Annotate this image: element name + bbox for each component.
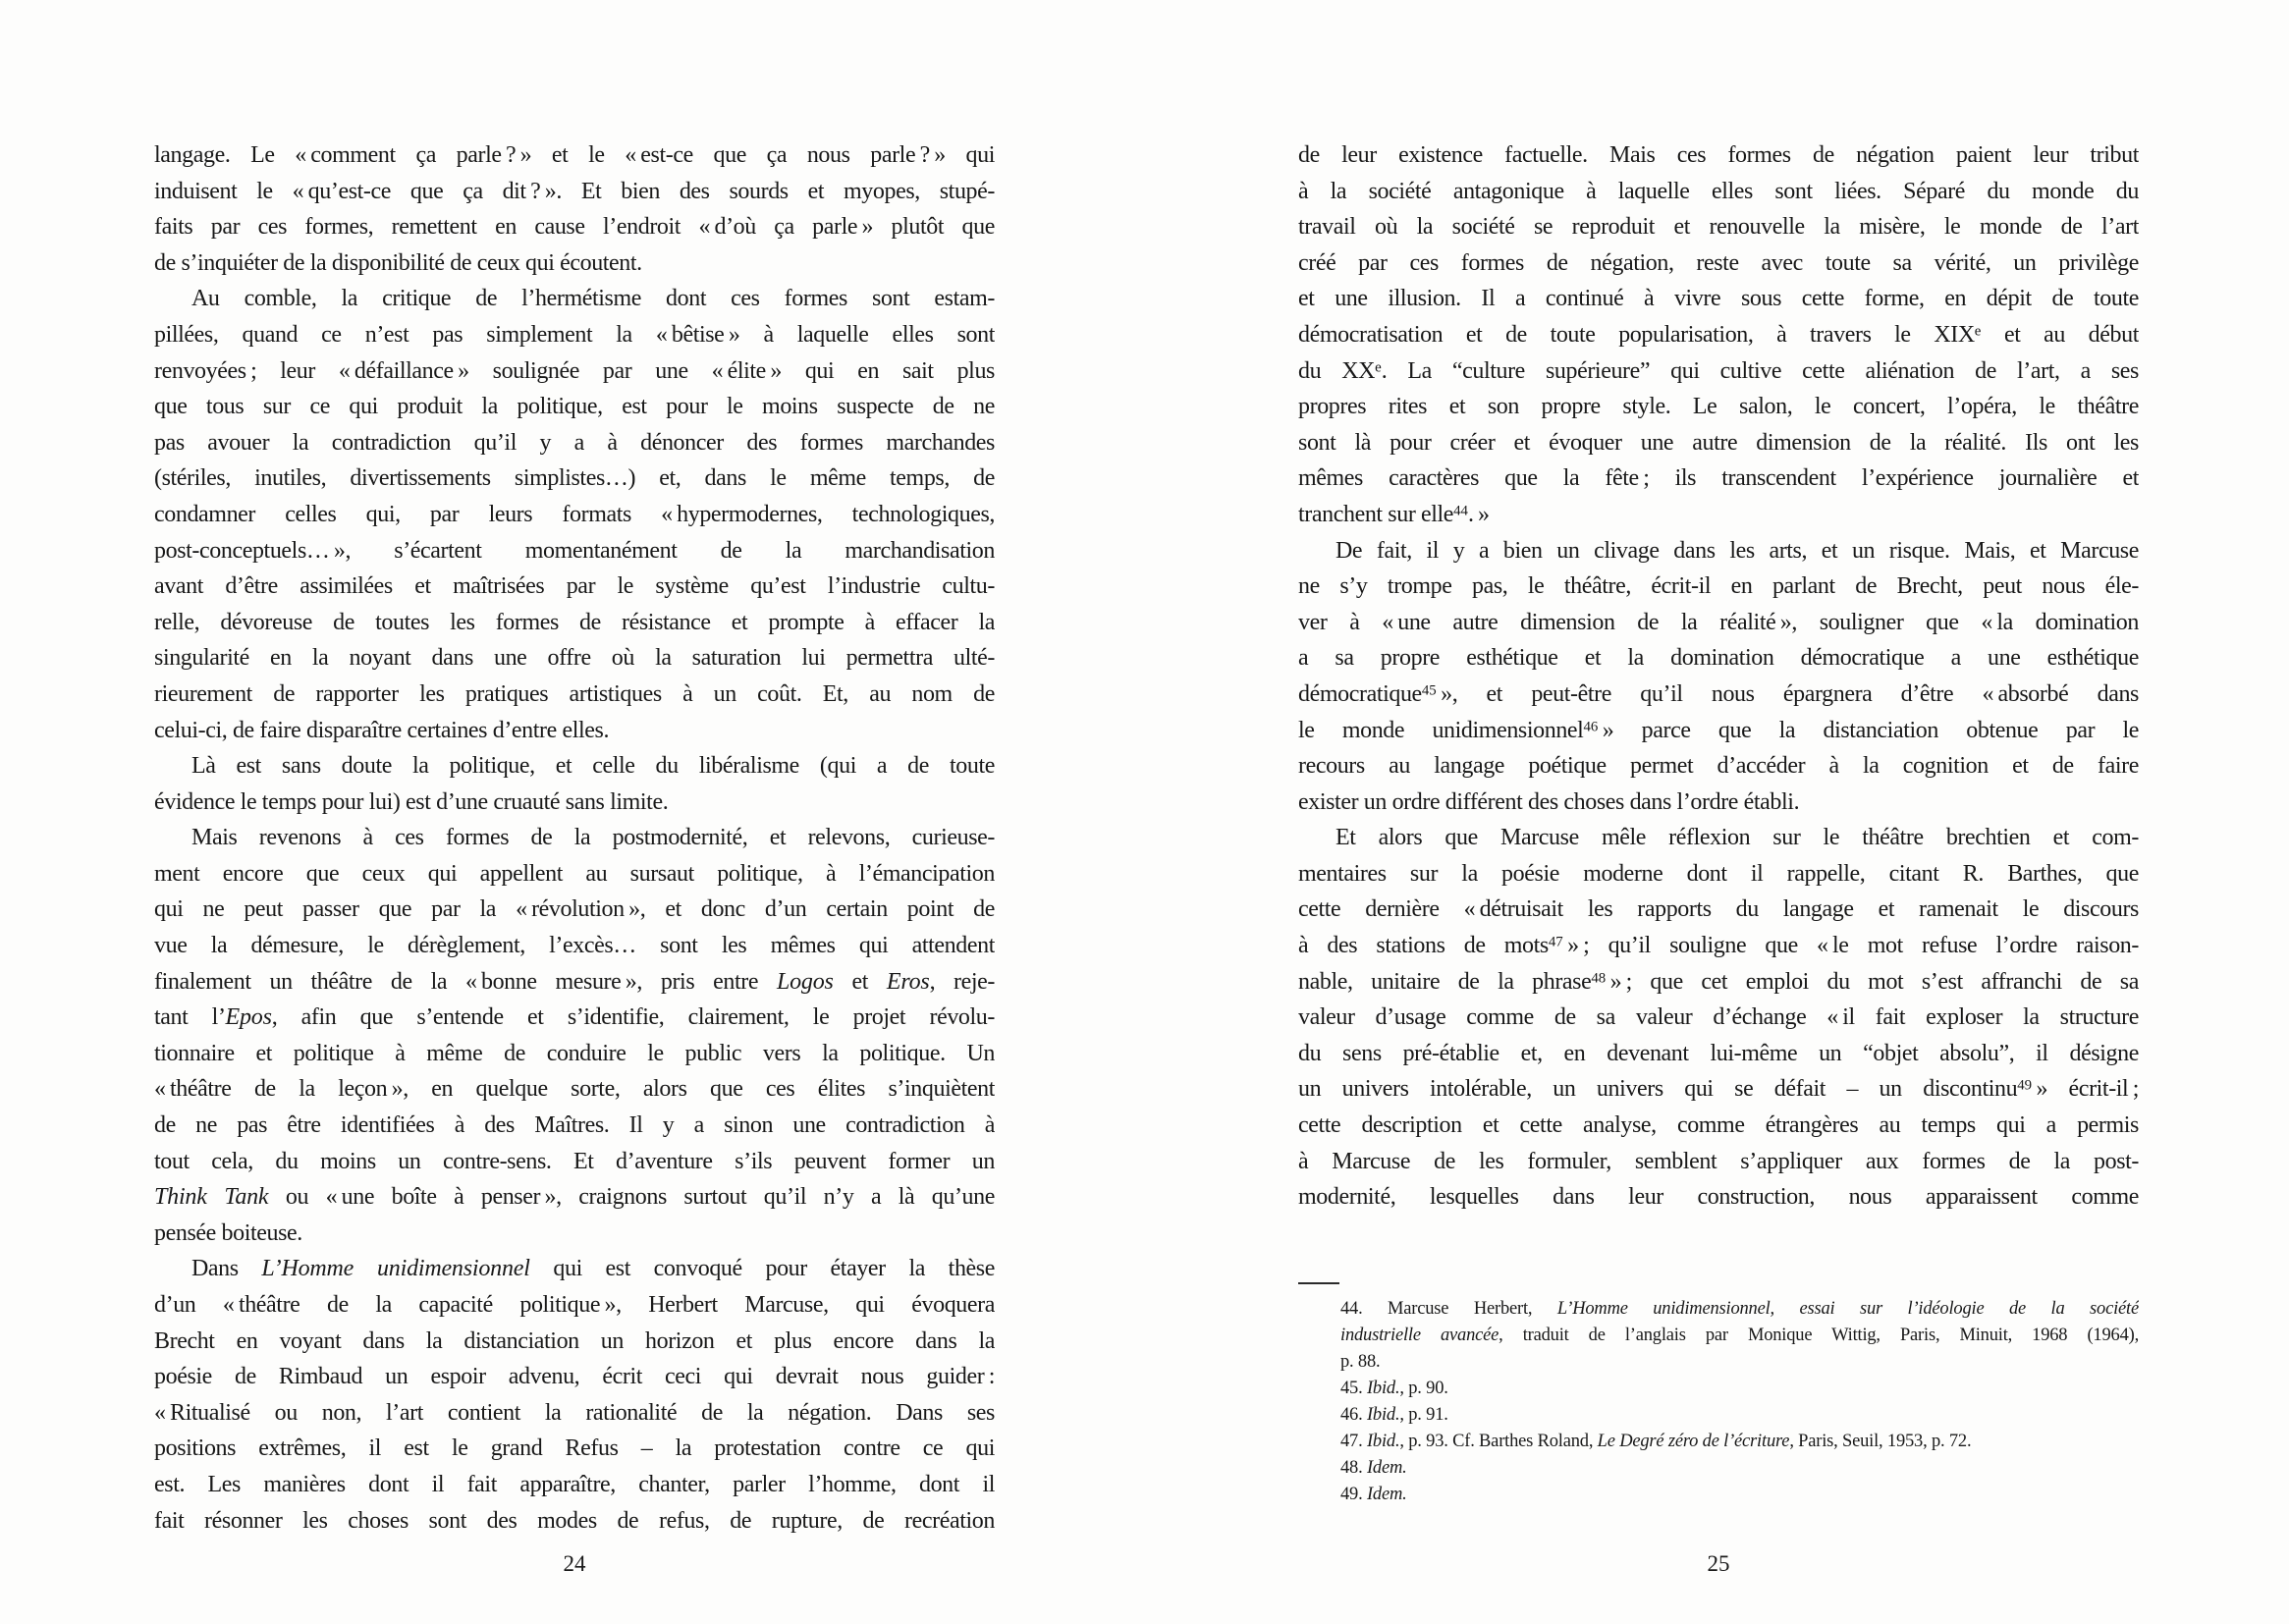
text-line: celui-ci, de faire disparaître certaines d’entre elles. [154, 717, 610, 743]
text-line: « Ritualisé ou non, l’art contient la rationalité de la négation. Dans ses [154, 1399, 995, 1426]
text-line: renvoyées ; leur « défaillance » soulignée par une « élite » qui en sait plus [154, 357, 995, 384]
text-line: finalement un théâtre de la « bonne mesure », pris entre Logos et Eros, reje- [154, 968, 995, 995]
text-line: un univers intolérable, un univers qui se défait – un discontinu$^{49}$ » écrit-il ; [1298, 1076, 2139, 1103]
text-line: pas avouer la contradiction qu’il y a à dénoncer des formes marchandes [154, 429, 995, 456]
text-line: valeur d’usage comme de sa valeur d’échange « il fait exploser la structure [1298, 1004, 2139, 1031]
footnote-line: p. 88. [1340, 1351, 1381, 1372]
text-line: poésie de Rimbaud un espoir advenu, écrit ceci qui devrait nous guider : [154, 1364, 995, 1390]
text-line: langage. Le « comment ça parle ? » et le « est-ce que ça nous parle ? » qui [154, 142, 995, 168]
text-line: Brecht en voyant dans la distanciation un horizon et plus encore dans la [154, 1327, 995, 1354]
text-line: ver à « une autre dimension de la réalité », souligner que « la domination [1298, 609, 2139, 635]
text-line: travail où la société se reproduit et renouvelle la misère, le monde de l’art [1298, 214, 2139, 241]
text-line: faits par ces formes, remettent en cause l’endroit « d’où ça parle » plutôt que [154, 214, 995, 241]
text-line: démocratisation et de toute popularisation, à travers le XIXe et au début [1298, 321, 2139, 348]
text-line: à Marcuse de les formuler, semblent s’appliquer aux formes de la post- [1298, 1148, 2139, 1174]
text-line: De fait, il y a bien un clivage dans les arts, et un risque. Mais, et Marcuse [1335, 537, 2139, 564]
text-line: pensée boiteuse. [154, 1219, 302, 1246]
text-line: Think Tank ou « une boîte à penser », craignons surtout qu’il n’y a là qu’une [154, 1184, 995, 1211]
text-line: que tous sur ce qui produit la politique, est pour le moins suspecte de ne [154, 394, 995, 420]
text-line: de ne pas être identifiées à des Maîtres. Il y a sinon une contradiction à [154, 1112, 995, 1139]
text-line: cette dernière « détruisait les rapports du langage et ramenait le discours [1298, 896, 2139, 923]
text-line: à la société antagonique à laquelle elles sont liées. Séparé du monde du [1298, 178, 2139, 204]
text-line: mêmes caractères que la fête ; ils transcendent l’expérience journalière et [1298, 465, 2139, 492]
text-line: est. Les manières dont il fait apparaître, chanter, parler l’homme, dont il [154, 1471, 995, 1497]
text-line: tant l’Epos, afin que s’entende et s’identifie, clairement, le projet révolu- [154, 1004, 995, 1031]
text-line: ment encore que ceux qui appellent au sursaut politique, à l’émancipation [154, 860, 995, 887]
text-line: relle, dévoreuse de toutes les formes de résistance et prompte à effacer la [154, 609, 995, 635]
left-page-text-column [154, 137, 995, 1539]
right-page-text-column [1298, 137, 2139, 1508]
text-line: pillées, quand ce n’est pas simplement la « bêtise » à laquelle elles sont [154, 321, 995, 348]
text-line: rieurement de rapporter les pratiques artistiques à un coût. Et, au nom de [154, 680, 995, 707]
text-line: cette description et cette analyse, comme étrangères au temps qui a permis [1298, 1112, 2139, 1139]
text-line: sont là pour créer et évoquer une autre dimension de la réalité. Ils ont les [1298, 429, 2139, 456]
text-line: du XXe. La “culture supérieure” qui cultive cette aliénation de l’art, a ses [1298, 357, 2139, 384]
text-line: exister un ordre différent des choses dans l’ordre établi. [1298, 788, 1800, 815]
text-line: (stériles, inutiles, divertissements simplistes…) et, dans le même temps, de [154, 465, 995, 492]
footnote-line: 46. Ibid., p. 91. [1340, 1404, 1448, 1425]
footnote-line: 48. Idem. [1340, 1457, 1407, 1478]
text-line: à des stations de mots$^{47}$ » ; qu’il souligne que « le mot refuse l’ordre raison- [1298, 933, 2139, 959]
text-line: nable, unitaire de la phrase$^{48}$ » ; que cet emploi du mot s’est affranchi de sa [1298, 968, 2139, 995]
text-line: induisent le « qu’est-ce que ça dit ? ». Et bien des sourds et myopes, stupé- [154, 178, 995, 204]
footnote-line: industrielle avancée, traduit de l’anglais par Monique Wittig, Paris, Minuit, 1968 (1964), [1340, 1325, 2139, 1345]
text-line: Et alors que Marcuse mêle réflexion sur le théâtre brechtien et com- [1335, 825, 2139, 851]
text-line: Au comble, la critique de l’hermétisme dont ces formes sont estam- [191, 286, 995, 312]
text-line: et une illusion. Il a continué à vivre sous cette forme, en dépit de toute [1298, 286, 2139, 312]
text-line: le monde unidimensionnel$^{46}$ » parce que la distanciation obtenue par le [1298, 717, 2139, 743]
text-line: évidence le temps pour lui) est d’une cruauté sans limite. [154, 788, 669, 815]
text-line: de s’inquiéter de la disponibilité de ceux qui écoutent. [154, 249, 642, 276]
text-line: tranchent sur elle$^{44}$. » [1298, 501, 1490, 527]
text-line: tout cela, du moins un contre-sens. Et d’aventure s’ils peuvent former un [154, 1148, 995, 1174]
text-line: condamner celles qui, par leurs formats « hypermodernes, technologiques, [154, 501, 995, 527]
text-line: avant d’être assimilées et maîtrisées par le système qu’est l’industrie cultu- [154, 573, 995, 600]
text-line: Là est sans doute la politique, et celle du libéralisme (qui a de toute [191, 753, 995, 780]
text-line: mentaires sur la poésie moderne dont il rappelle, citant R. Barthes, que [1298, 860, 2139, 887]
text-line: positions extrêmes, il est le grand Refus – la protestation contre ce qui [154, 1435, 995, 1462]
page-number-left: 24 [563, 1551, 586, 1576]
text-line: « théâtre de la leçon », en quelque sorte, alors que ces élites s’inquiètent [154, 1076, 995, 1103]
text-line: a sa propre esthétique et la domination démocratique a une esthétique [1298, 645, 2139, 672]
footnotes-block [1340, 1296, 2139, 1508]
footnote-separator-rule [1298, 1282, 1339, 1284]
text-line: ne s’y trompe pas, le théâtre, écrit-il en parlant de Brecht, peut nous éle- [1298, 573, 2139, 600]
footnote-line: 49. Idem. [1340, 1484, 1407, 1504]
text-line: post-conceptuels… », s’écartent momentanément de la marchandisation [154, 537, 995, 564]
text-line: d’un « théâtre de la capacité politique », Herbert Marcuse, qui évoquera [154, 1292, 995, 1318]
page-number-right: 25 [1707, 1551, 1730, 1576]
text-line: modernité, lesquelles dans leur construction, nous apparaissent comme [1298, 1184, 2139, 1211]
text-line: Mais revenons à ces formes de la postmodernité, et relevons, curieuse- [191, 825, 995, 851]
text-line: fait résonner les choses sont des modes de refus, de rupture, de recréation [154, 1507, 995, 1534]
text-line: singularité en la noyant dans une offre où la saturation lui permettra ulté- [154, 645, 995, 672]
text-line: du sens pré-établie et, en devenant lui-même un “objet absolu”, il désigne [1298, 1040, 2139, 1066]
text-line: créé par ces formes de négation, reste avec toute sa vérité, un privilège [1298, 249, 2139, 276]
footnote-line: 44. Marcuse Herbert, L’Homme unidimensionnel, essai sur l’idéologie de la société [1340, 1298, 2139, 1319]
footnote-line: 47. Ibid., p. 93. Cf. Barthes Roland, Le Degré zéro de l’écriture, Paris, Seuil, 1953, p. 72. [1340, 1431, 1972, 1451]
text-line: de leur existence factuelle. Mais ces formes de négation paient leur tribut [1298, 142, 2139, 168]
text-line: vue la démesure, le dérèglement, l’excès… sont les mêmes qui attendent [154, 933, 995, 959]
text-line: Dans L’Homme unidimensionnel qui est convoqué pour étayer la thèse [191, 1256, 995, 1282]
text-line: démocratique$^{45}$ », et peut-être qu’il nous épargnera d’être « absorbé dans [1298, 680, 2139, 707]
text-line: recours au langage poétique permet d’accéder à la cognition et de faire [1298, 753, 2139, 780]
footnote-line: 45. Ibid., p. 90. [1340, 1378, 1448, 1398]
text-line: qui ne peut passer que par la « révolution », et donc d’un certain point de [154, 896, 995, 923]
text-line: propres rites et son propre style. Le salon, le concert, l’opéra, le théâtre [1298, 394, 2139, 420]
text-line: tionnaire et politique à même de conduire le public vers la politique. Un [154, 1040, 995, 1066]
right-page-body-text [1298, 137, 2139, 1216]
